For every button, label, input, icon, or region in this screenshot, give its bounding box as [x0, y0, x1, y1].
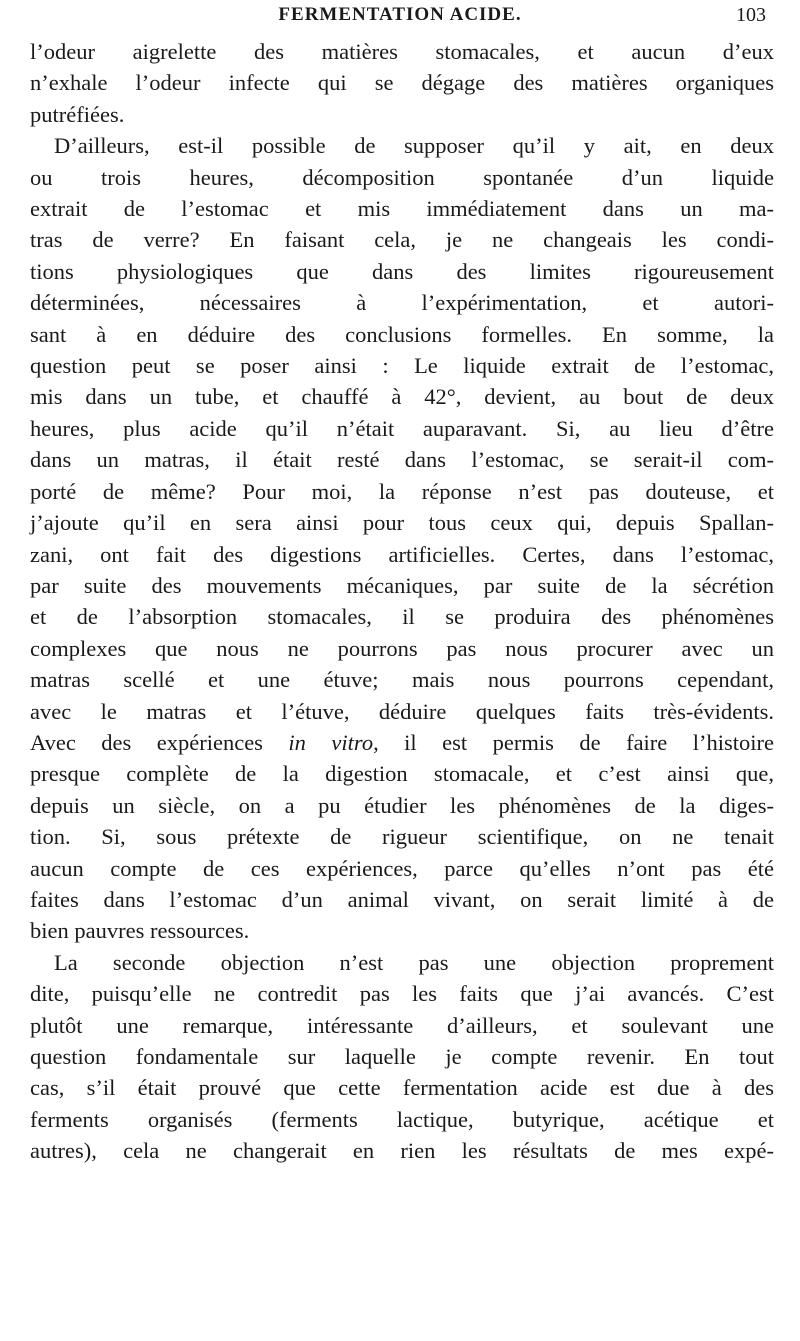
text-line: D’ailleurs, est-il possible de supposer qu’il y ait, en deux — [54, 133, 774, 159]
text-line: ferments organisés (ferments lactique, butyrique, acétique et — [30, 1106, 774, 1132]
paragraph-3 — [30, 947, 774, 1167]
text-line: heures, plus acide qu’il n’était auparavant. Si, au lieu d’être — [30, 415, 774, 441]
text-line: aucun compte de ces expériences, parce qu’elles n’ont pas été — [30, 855, 774, 881]
text-line: tion. Si, sous prétexte de rigueur scientifique, on ne tenait — [30, 824, 774, 850]
text-line: question peut se poser ainsi : Le liquide extrait de l’estomac, — [30, 353, 774, 379]
text-line: l’odeur aigrelette des matières stomacales, et aucun d’eux — [30, 39, 774, 64]
text-line: j’ajoute qu’il en sera ainsi pour tous ceux qui, depuis Spallan- — [30, 510, 774, 536]
text-line: cas, s’il était prouvé que cette fermentation acide est due à des — [30, 1075, 774, 1101]
body-text — [30, 36, 774, 1167]
running-header — [30, 4, 770, 32]
text-segment: Avec des expériences — [30, 729, 263, 755]
paragraph-1 — [30, 36, 774, 130]
text-line: autres), cela ne changerait en rien les résultats de mes expé- — [30, 1138, 774, 1164]
text-line: complexes que nous ne pourrons pas nous procurer avec un — [30, 635, 774, 661]
text-line: presque complète de la digestion stomacale, et c’est ainsi que, — [30, 761, 774, 787]
text-line: plutôt une remarque, intéressante d’ailleurs, et soulevant une — [30, 1012, 774, 1038]
text-line: déterminées, nécessaires à l’expérimentation, et autori- — [30, 290, 774, 316]
text-line: et de l’absorption stomacales, il se produira des phénomènes — [30, 604, 774, 630]
text-line: La seconde objection n’est pas une objection proprement — [54, 949, 774, 975]
text-line: porté de même? Pour moi, la réponse n’est pas douteuse, et — [30, 478, 774, 504]
text-line: tras de verre? En faisant cela, je ne changeais les condi- — [30, 227, 774, 253]
running-title: FERMENTATION ACIDE. — [278, 4, 522, 25]
text-line: mis dans un tube, et chauffé à 42°, devient, au bout de deux — [30, 384, 774, 410]
text-line: faites dans l’estomac d’un animal vivant, on serait limité à de — [30, 886, 774, 912]
text-line: putréfiées. — [30, 101, 125, 127]
text-line: dite, puisqu’elle ne contredit pas les faits que j’ai avancés. C’est — [30, 981, 774, 1007]
text-line: sant à en déduire des conclusions formelles. En somme, la — [30, 321, 774, 347]
text-line: n’exhale l’odeur infecte qui se dégage des matières organiques — [30, 70, 774, 96]
text-line: tions physiologiques que dans des limites rigoureusement — [30, 258, 774, 284]
text-line: dans un matras, il était resté dans l’estomac, se serait-il com- — [30, 447, 774, 473]
paragraph-2 — [30, 130, 774, 947]
text-line: zani, ont fait des digestions artificielles. Certes, dans l’estomac, — [30, 541, 774, 567]
text-line: depuis un siècle, on a pu étudier les phénomènes de la diges- — [30, 792, 774, 818]
text-line: ou trois heures, décomposition spontanée d’un liquide — [30, 164, 774, 190]
text-line-with-italic — [30, 727, 774, 758]
page-number: 103 — [736, 4, 766, 26]
text-line: question fondamentale sur laquelle je compte revenir. En tout — [30, 1044, 774, 1069]
text-line: bien pauvres ressources. — [30, 918, 250, 944]
text-line: par suite des mouvements mécaniques, par suite de la sécrétion — [30, 572, 774, 598]
text-line: avec le matras et l’étuve, déduire quelques faits très-évidents. — [30, 698, 774, 724]
italic-term: in vitro — [288, 729, 374, 755]
text-line: matras scellé et une étuve; mais nous pourrons cependant, — [30, 667, 774, 693]
text-segment: , il est permis de faire l’histoire — [373, 729, 774, 755]
text-line: extrait de l’estomac et mis immédiatement dans un ma- — [30, 196, 774, 222]
